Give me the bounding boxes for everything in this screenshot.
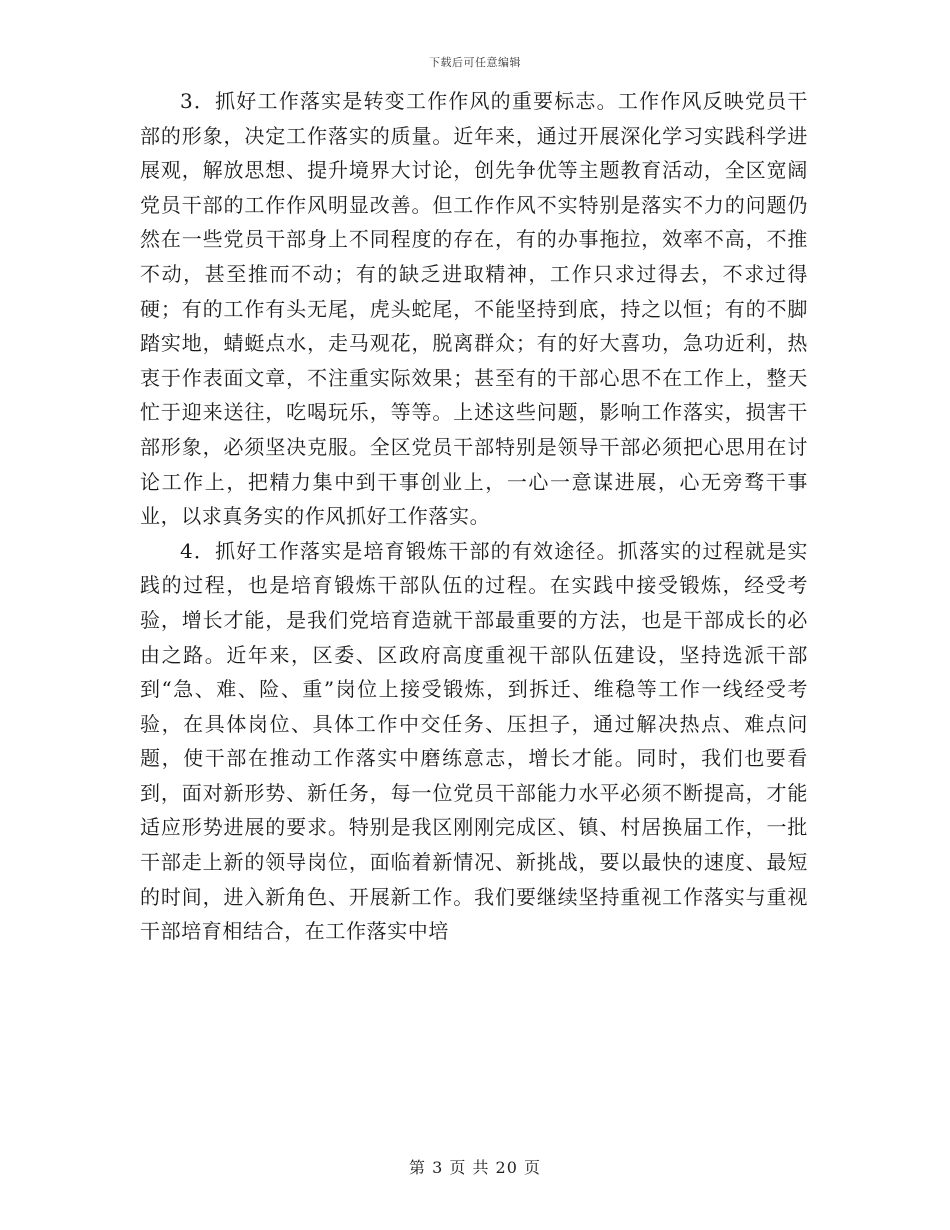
- page-header: 下载后可任意编辑: [429, 56, 521, 69]
- paragraph-4: 4．抓好工作落实是培育锻炼干部的有效途径。抓落实的过程就是实践的过程，也是培育锻炼干部队伍的过程。在实践中接受锻炼，经受考验，增长才能，是我们党培育造就干部最重要的方法，也是干部成长的必由之路。近年来，区委、区政府高度重视干部队伍建设，坚持选派干部到“急、难、险、重”岗位上接受锻炼，到拆迁、维稳等工作一线经受考验，在具体岗位、具体工作中交任务、压担子，通过解决热点、难点问题，使干部在推动工作落实中磨练意志，增长才能。同时，我们也要看到，面对新形势、新任务，每一位党员干部能力水平必须不断提高，才能适应形势进展的要求。特别是我区刚刚完成区、镇、村居换届工作，一批干部走上新的领导岗位，面临着新情况、新挑战，要以最快的速度、最短的时间，进入新角色、开展新工作。我们要继续坚持重视工作落实与重视干部培育相结合，在工作落实中培: [140, 538, 808, 944]
- document-body: [140, 84, 808, 949]
- paragraph-3: 3．抓好工作落实是转变工作作风的重要标志。工作作风反映党员干部的形象，决定工作落实的质量。近年来，通过开展深化学习实践科学进展观，解放思想、提升境界大讨论，创先争优等主题教育活动，全区宽阔党员干部的工作作风明显改善。但工作作风不实特别是落实不力的问题仍然在一些党员干部身上不同程度的存在，有的办事拖拉，效率不高，不推不动，甚至推而不动；有的缺乏进取精神，工作只求过得去，不求过得硬；有的工作有头无尾，虎头蛇尾，不能坚持到底，持之以恒；有的不脚踏实地，蜻蜓点水，走马观花，脱离群众；有的好大喜功，急功近利，热衷于作表面文章，不注重实际效果；甚至有的干部心思不在工作上，整天忙于迎来送往，吃喝玩乐，等等。上述这些问题，影响工作落实，损害干部形象，必须坚决克服。全区党员干部特别是领导干部必须把心思用在讨论工作上，把精力集中到干事创业上，一心一意谋进展，心无旁骛干事业，以求真务实的作风抓好工作落实。: [140, 89, 808, 529]
- page-footer: 第 3 页 共 20 页: [409, 1158, 541, 1177]
